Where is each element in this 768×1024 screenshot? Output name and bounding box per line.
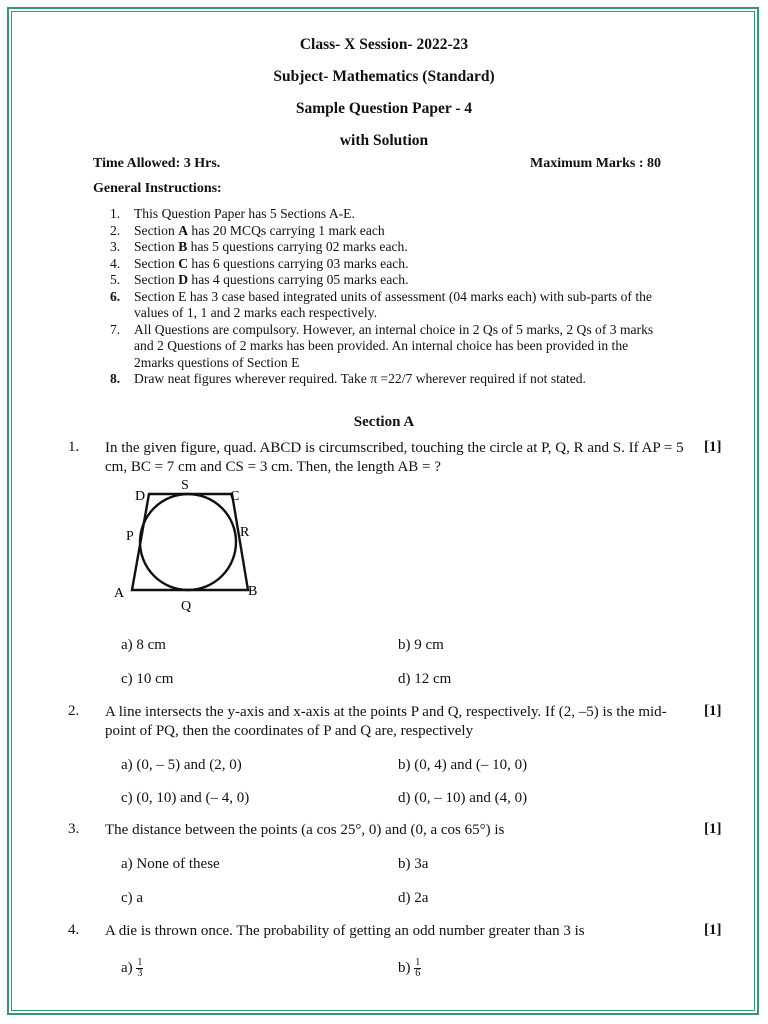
label-p: P — [126, 529, 134, 544]
q1-option-b: b) 9 cm — [398, 637, 444, 653]
q2-option-b: b) (0, 4) and (– 10, 0) — [398, 757, 528, 773]
question-2-text: A line intersects the y-axis and x-axis at the points P and Q, respectively. If (2, –5) is the mid-point of PQ, then the coordinates of P and Q are, respectively — [105, 704, 667, 739]
q3-option-d: d) 2a — [398, 890, 429, 906]
instruction-item: 6. Section E has 3 case based integrated units of assessment (04 marks each) with sub-parts of the values of 1, 1 and 2 marks each respectively. — [110, 288, 652, 320]
q2-option-a: a) (0, – 5) and (2, 0) — [121, 757, 242, 773]
question-2-marks: [1] — [704, 703, 722, 719]
instruction-item: 1. This Question Paper has 5 Sections A-E. — [110, 206, 355, 221]
question-1-marks: [1] — [704, 439, 722, 455]
instruction-item: 8. Draw neat figures wherever required. Take π =22/7 wherever required if not stated. — [110, 371, 586, 386]
q3-option-b: b) 3a — [398, 856, 429, 872]
section-a-title: Section A — [353, 414, 415, 430]
fraction: $\frac{1}{3}$ — [137, 957, 143, 979]
label-r: R — [240, 525, 250, 540]
q3-option-a: a) None of these — [121, 856, 220, 872]
instruction-item: 5. Section D has 4 questions carrying 05 marks each. — [110, 272, 409, 287]
q4-option-b: b) $\frac{1}{6}$ — [398, 957, 421, 979]
q3-option-c: c) a — [121, 890, 144, 906]
q1-option-c: c) 10 cm — [121, 671, 174, 687]
label-s: S — [181, 478, 189, 493]
instruction-item: 2. Section A has 20 MCQs carrying 1 mark each — [110, 222, 385, 238]
question-1-number: 1. — [68, 439, 80, 455]
question-1-text: In the given figure, quad. ABCD is circumscribed, touching the circle at P, Q, R and S. If AP = 5 cm, BC = 7 cm and CS = 3 cm. Then, the length AB = ? — [105, 440, 684, 475]
quadrilateral-incircle-figure — [108, 476, 268, 616]
label-b: B — [248, 584, 258, 599]
inscribed-circle — [140, 494, 236, 590]
question-3-text: The distance between the points (a cos 25°, 0) and (0, a cos 65°) is — [105, 822, 505, 838]
instruction-item: 4. Section C has 6 questions carrying 03 marks each. — [110, 255, 409, 271]
maximum-marks: Maximum Marks : 80 — [530, 156, 662, 171]
fraction: $\frac{1}{6}$ — [415, 957, 421, 979]
q1-option-d: d) 12 cm — [398, 671, 452, 687]
question-4-marks: [1] — [704, 922, 722, 938]
q2-option-d: d) (0, – 10) and (4, 0) — [398, 790, 528, 806]
label-q: Q — [181, 599, 192, 614]
question-3-number: 3. — [68, 821, 80, 837]
question-4-number: 4. — [68, 922, 80, 938]
label-d: D — [135, 489, 146, 504]
paper-title: Sample Question Paper - 4 — [295, 100, 473, 117]
instructions-list — [110, 206, 670, 388]
q2-option-c: c) (0, 10) and (– 4, 0) — [121, 790, 250, 806]
time-allowed: Time Allowed: 3 Hrs. — [93, 156, 221, 171]
instruction-item: 3. Section B has 5 questions carrying 02 marks each. — [110, 239, 408, 254]
instruction-item: 7. All Questions are compulsory. However, an internal choice in 2 Qs of 5 marks, 2 Qs of 3 marks and 2 Questions of 2 marks has been provided. An internal choice has been provided in the 2marks questions of Section E — [110, 321, 654, 370]
question-2-number: 2. — [68, 703, 80, 719]
quadrilateral-abcd — [132, 494, 248, 590]
q4-option-a: a) $\frac{1}{3}$ — [121, 957, 143, 979]
instructions-heading: General Instructions: — [93, 181, 222, 196]
label-a: A — [114, 586, 125, 601]
q1-option-a: a) 8 cm — [121, 637, 166, 653]
solution-subtitle: with Solution — [339, 132, 429, 149]
question-4-text: A die is thrown once. The probability of getting an odd number greater than 3 is — [105, 923, 585, 939]
question-3-marks: [1] — [704, 821, 722, 837]
class-session-heading: Class- X Session- 2022-23 — [299, 36, 469, 53]
label-c: C — [230, 489, 240, 504]
subject-heading: Subject- Mathematics (Standard) — [273, 68, 495, 85]
